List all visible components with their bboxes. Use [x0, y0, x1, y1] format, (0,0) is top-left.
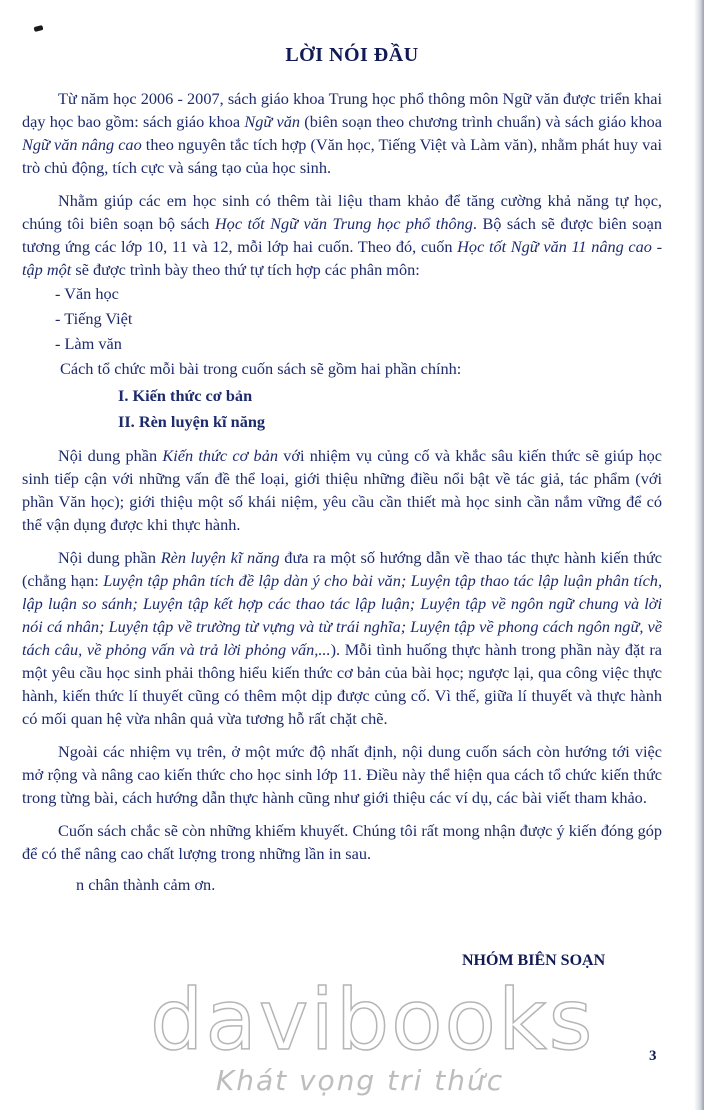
preface-body — [22, 87, 662, 896]
subject-item: - Văn học — [55, 284, 119, 303]
watermark-slogan: Khát vọng tri thức — [215, 1064, 505, 1097]
section-heading: I. Kiến thức cơ bản — [118, 386, 253, 405]
scan-mark — [34, 25, 44, 32]
paragraph-5: Ngoài các nhiệm vụ trên, ở một mức độ nhất định, nội dung cuốn sách còn hướng tới việc mở rộng và nâng cao kiến thức cho học sinh lớp 11. Điều này thể hiện qua cách tổ chức kiến thức trong từng bài, cách hướng dẫn thực hành cũng như giới thiệu các ví dụ, các bài viết tham khảo. — [22, 742, 662, 807]
subject-item: - Tiếng Việt — [55, 309, 133, 328]
page-title: LỜI NÓI ĐẦU — [285, 44, 419, 66]
subject-item: - Làm văn — [55, 334, 122, 353]
section-heading: II. Rèn luyện kĩ năng — [118, 412, 266, 431]
paragraph-2: Nhằm giúp các em học sinh có thêm tài liệu tham khảo để tăng cường khả năng tự học, chúng tôi biên soạn bộ sách Học tốt Ngữ văn Trung học phổ thông. Bộ sách sẽ được biên soạn tương ứng các lớp 10, 11 và 12, mỗi lớp hai cuốn. Theo đó, cuốn Học tốt Ngữ văn 11 nâng cao - tập một sẽ được trình bày theo thứ tự tích hợp các phân môn: — [22, 191, 662, 279]
thanks-line: n chân thành cảm ơn. — [76, 875, 216, 894]
paragraph-3: Nội dung phần Kiến thức cơ bản với nhiệm vụ củng cố và khắc sâu kiến thức sẽ giúp học sinh tiếp cận với những vấn đề thể loại, giới thiệu những điều nổi bật về tác giả, tác phẩm (với phần Văn học); giới thiệu một số khái niệm, yêu cầu cần thiết mà học sinh cần nắm vững để có thể vận dụng được khi thực hành. — [22, 446, 663, 534]
structure-intro: Cách tổ chức mỗi bài trong cuốn sách sẽ gồm hai phần chính: — [60, 359, 462, 378]
author-signature: NHÓM BIÊN SOẠN — [462, 952, 606, 969]
paragraph-6: Cuốn sách chắc sẽ còn những khiếm khuyết. Chúng tôi rất mong nhận được ý kiến đóng góp để có thể nâng cao chất lượng trong những lần in sau. — [22, 821, 662, 863]
watermark-logo: davibooks — [150, 971, 595, 1069]
paragraph-1: Từ năm học 2006 - 2007, sách giáo khoa Trung học phổ thông môn Ngữ văn được triển khai dạy học bao gồm: sách giáo khoa Ngữ văn (biên soạn theo chương trình chuẩn) và sách giáo khoa Ngữ văn nâng cao theo nguyên tắc tích hợp (Văn học, Tiếng Việt và Làm văn), nhằm phát huy vai trò chủ động, tích cực và sáng tạo của học sinh. — [22, 89, 663, 177]
page-number: 3 — [649, 1048, 657, 1064]
paragraph-4: Nội dung phần Rèn luyện kĩ năng đưa ra một số hướng dẫn về thao tác thực hành kiến thức (chẳng hạn: Luyện tập phân tích đề lập dàn ý cho bài văn; Luyện tập thao tác lập luận phân tích, lập luận so sánh; Luyện tập kết hợp các thao tác lập luận; Luyện tập về ngôn ngữ chung và lời nói cá nhân; Luyện tập về trường từ vựng và từ trái nghĩa; Luyện tập về phong cách ngôn ngữ, về tách câu, về phỏng vấn và trả lời phỏng vấn,...). Mỗi tình huống thực hành trong phần này đặt ra một yêu cầu học sinh phải thông hiểu kiến thức cơ bản của bài học; ngược lại, qua công việc thực hành, kiến thức lí thuyết cũng có thêm một dịp được củng cố. Vì thế, giữa lí thuyết và thực hành có mối quan hệ vừa nhân quả vừa tương hỗ rất chặt chẽ. — [22, 548, 663, 728]
page-edge-shadow — [694, 0, 704, 1110]
